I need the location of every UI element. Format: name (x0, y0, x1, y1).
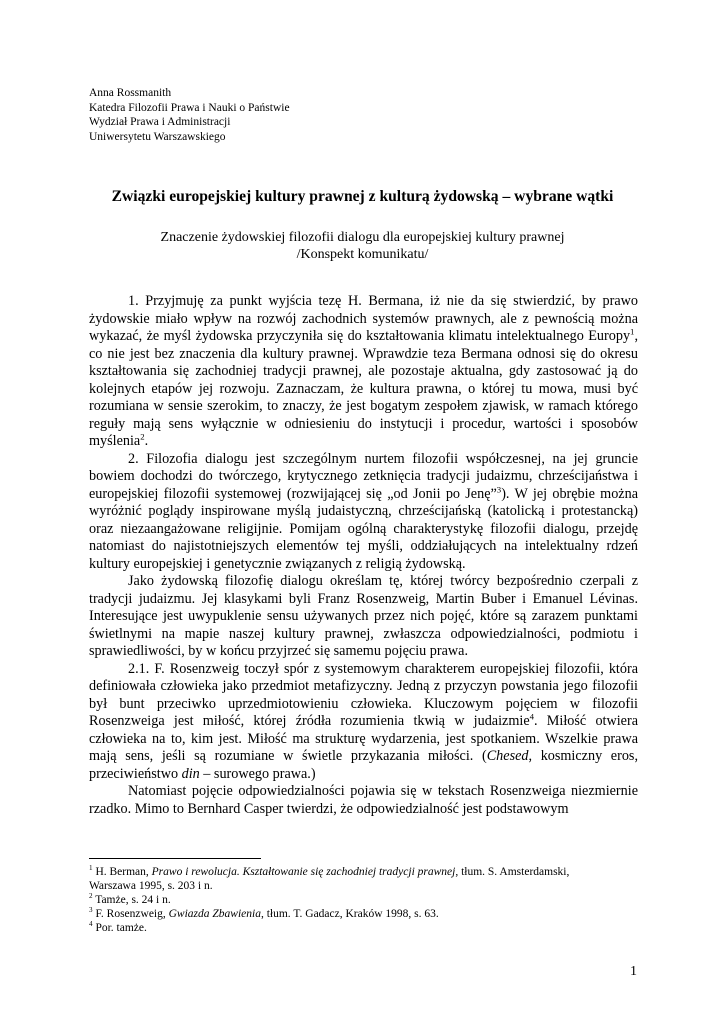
footnote-1 (89, 866, 638, 880)
footnote-3-number: 3 (89, 905, 93, 914)
paragraph-1 (89, 293, 638, 451)
term-chesed: Chesed (486, 748, 529, 764)
footnote-2 (89, 891, 638, 908)
footnote-2-number: 2 (89, 891, 93, 900)
paragraph-4-text-b: . Miłość otwiera człowieka na to, kim jest. Miłość ma strukturę wydarzenia, jest spotkaniem. Wszelkie prawa mają sens, jeśli są rozumiane w świetle przykazania miłości. ( (89, 713, 638, 764)
paragraph-4-text-c: , kosmiczny eros, przeciwieństwo (89, 748, 638, 782)
subtitle-line-2: /Konspekt komunikatu/ (296, 247, 429, 262)
paragraph-1-text-a: 1. Przyjmuję za punkt wyjścia tezę H. Bermana, iż nie da się stwierdzić, by prawo żydowskie miało wpływ na rozwój zachodnich systemów prawnych, ale z pewnością można wykazać, że myśl żydowska przyczyniła się do kształtowania klimatu intelektualnego Europy (89, 293, 638, 344)
footnote-ref-2: 2 (140, 431, 145, 442)
author-faculty: Wydział Prawa i Administracji (89, 116, 231, 128)
paragraph-2-text-b: ). W jej obrębie można wyróżnić poglądy inspirowane myślą judaistyczną, chrześcijańską (katolicką i protestancką) oraz niezaangażowane religijnie. Pomijam ogólną charakterystykę filozofii dialogu, przejdę natomiast do najistotniejszych elementów tej myśli, oddziałujących na intelektualny rdzeń kultury europejskiej i genetycznie związanych z religią żydowską. (89, 485, 638, 572)
footnote-1-book-title: Prawo i rewolucja. Kształtowanie się zachodniej tradycji prawnej (151, 866, 456, 878)
subtitle-line-1: Znaczenie żydowskiej filozofii dialogu dla europejskiej kultury prawnej (160, 230, 565, 245)
paragraph-4-text-d: – surowego prawa.) (199, 765, 316, 782)
paragraph-5: Natomiast pojęcie odpowiedzialności pojawia się w tekstach Rosenzweiga niezmiernie rzadko. Mimo to Bernhard Casper twierdzi, że odpowiedzialność jest podstawowym (89, 783, 638, 817)
body-text (89, 293, 638, 818)
footnote-ref-1: 1 (630, 326, 635, 337)
paragraph-3: Jako żydowską filozofię dialogu określam tę, której twórcy bezpośrednio czerpali z tradycji judaizmu. Jej klasykami byli Franz Rosenzweig, Martin Buber i Emanuel Lévinas. Interesujące jest uwypuklenie sensu używanych przez nich pojęć, które są zarazem punktami świetlnymi na mapie naszej kultury prawnej, zwłaszcza odpowiedzialności, podmiotu i sprawiedliwości, by w końcu przyjrzeć się samemu pojęciu prawa. (89, 573, 638, 659)
footnote-3 (89, 905, 638, 922)
footnote-1-number: 1 (89, 864, 93, 873)
author-department: Katedra Filozofii Prawa i Nauki o Państwie (89, 101, 290, 114)
footnote-separator (89, 858, 261, 859)
paragraph-1-text-c: . (144, 433, 149, 449)
footnote-2-text: Tamże, s. 24 i n. (92, 893, 171, 906)
footnote-3-text-a: F. Rosenzweig, (92, 907, 169, 920)
footnote-4-number: 4 (89, 919, 93, 928)
footnote-3-book-title: Gwiazda Zbawienia (168, 907, 261, 920)
footnote-ref-3: 3 (496, 483, 502, 494)
paragraph-4-text-a: 2.1. F. Rosenzweig toczył spór z systemowym charakterem europejskiej filozofii, która definiowała człowieka jako przedmiot metafizyczny. Jedną z przyczyn powstania jego filozofii był bunt przeciwko uprzedmiotowieniu człowieka. Kluczowym pojęciem w filozofii Rosenzweiga jest miłość, której źródła rozumienia tkwią w judaizmie (89, 660, 638, 729)
document-title: Związki europejskiej kultury prawnej z kulturą żydowską – wybrane wątki (111, 188, 614, 205)
footnote-1-text-b: , tłum. S. Amsterdamski, (455, 866, 570, 878)
footnote-3-text-b: , tłum. T. Gadacz, Kraków 1998, s. 63. (260, 907, 439, 920)
author-university: Uniwersytetu Warszawskiego (89, 130, 226, 143)
document-subtitle (60, 229, 665, 263)
paragraph-2-text-a: 2. Filozofia dialogu jest szczególnym nurtem filozofii współczesnej, na jej gruncie bowiem dochodzi do twórczego, krytycznego zetknięcia tradycji judaizmu, chrześcijaństwa i europejskiej filozofii systemowej (rozwijającej się „od Jonii po Jenę” (89, 450, 638, 502)
footnote-1-text-a: H. Berman, (92, 866, 152, 878)
author-block (89, 86, 290, 144)
term-din: din (181, 765, 200, 782)
author-name: Anna Rossmanith (89, 87, 172, 99)
paragraph-4 (89, 661, 638, 784)
footnote-1-continued: Warszawa 1995, s. 203 i n. (89, 879, 213, 892)
footnotes (89, 866, 638, 936)
footnote-4-text: Por. tamże. (92, 921, 147, 934)
paragraph-2 (89, 451, 638, 574)
paragraph-1-text-b: , co nie jest bez znaczenia dla kultury prawnej. Wprawdzie teza Bermana odnosi się do okresu kształtowania się zachodniej tradycji prawnej, ale pozostaje aktualna, gdy zastosować ją do kolejnych etapów jej rozwoju. Zaznaczam, że kultura prawna, o której tu mowa, musi być rozumiana w sensie szerokim, to znaczy, że jest bogatym zespołem zjawisk, w ramach którego reguły mają sens wyłącznie w odniesieniu do instytucji i procedur, wartości i sposobów myślenia (89, 328, 638, 449)
page-number: 1 (630, 964, 637, 979)
footnote-4 (89, 919, 638, 936)
footnote-ref-4: 4 (529, 711, 535, 722)
